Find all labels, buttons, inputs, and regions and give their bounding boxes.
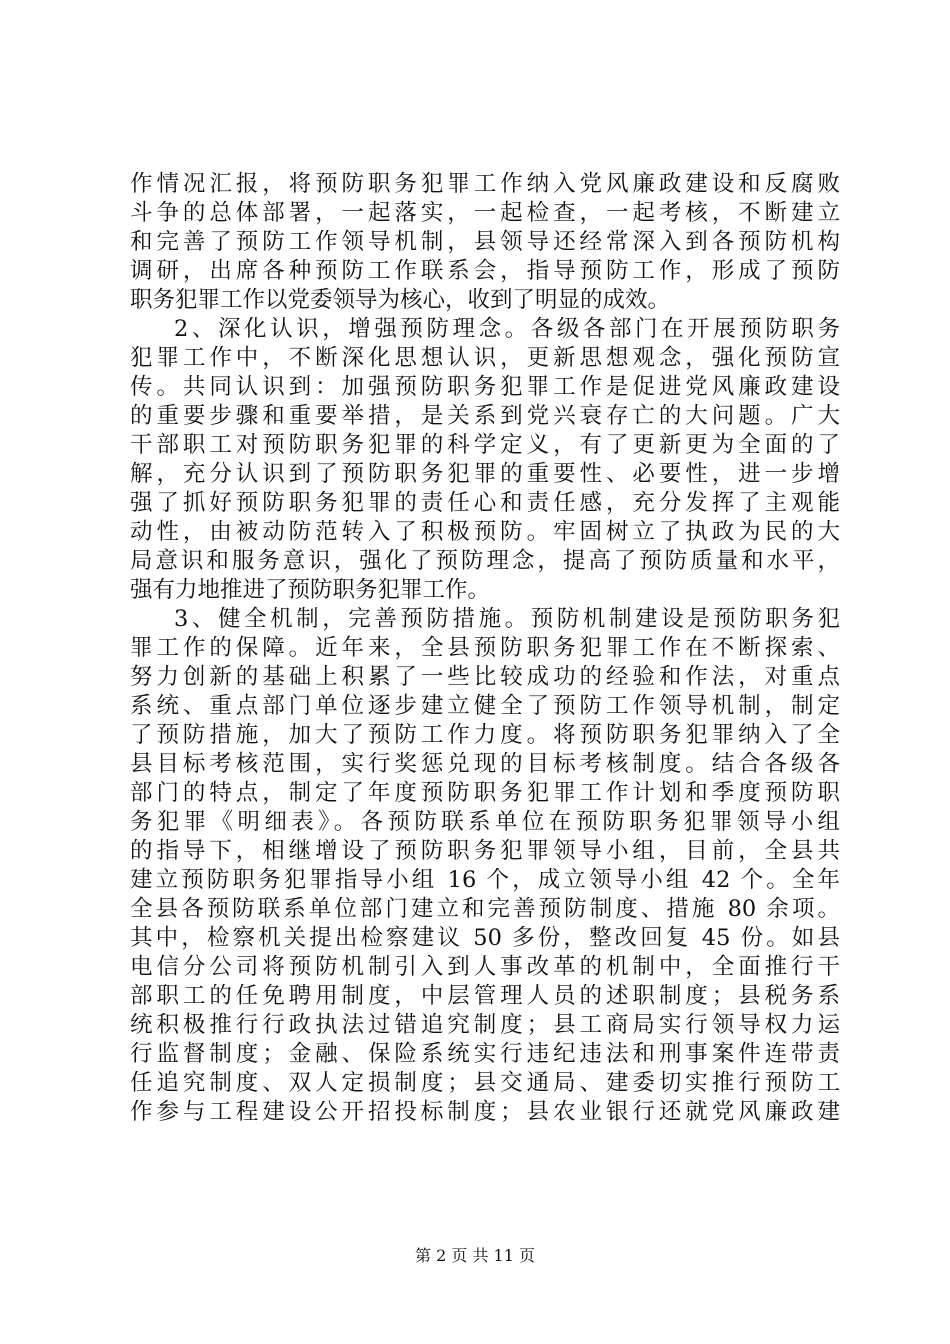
text-line: 作情况汇报，将预防职务犯罪工作纳入党风廉政建设和反腐败 bbox=[130, 171, 840, 197]
text-line: 干部职工对预防职务犯罪的科学定义，有了更新更为全面的了 bbox=[130, 432, 840, 458]
text-line: 县目标考核范围，实行奖惩兑现的目标考核制度。结合各级各 bbox=[130, 751, 840, 777]
text-line: 局意识和服务意识，强化了预防理念，提高了预防质量和水平， bbox=[130, 548, 840, 574]
text-line: 动性，由被动防范转入了积极预防。牢固树立了执政为民的大 bbox=[130, 519, 840, 545]
document-body bbox=[130, 170, 840, 1127]
text-line: 其中，检察机关提出检察建议 50 多份，整改回复 45 份。如县 bbox=[130, 925, 840, 951]
text-line: 斗争的总体部署，一起落实，一起检查，一起考核，不断建立 bbox=[130, 200, 840, 226]
text-line: 职务犯罪工作以党委领导为核心，收到了明显的成效。 bbox=[130, 287, 671, 313]
text-line: 全县各预防联系单位部门建立和完善预防制度、措施 80 余项。 bbox=[130, 896, 840, 922]
text-line: 罪工作的保障。近年来，全县预防职务犯罪工作在不断探索、 bbox=[130, 635, 840, 661]
text-line: 建立预防职务犯罪指导小组 16 个，成立领导小组 42 个。全年 bbox=[130, 867, 840, 893]
text-line: 努力创新的基础上积累了一些比较成功的经验和作法，对重点 bbox=[130, 664, 840, 690]
page-footer: 第 2 页 共 11 页 bbox=[415, 1246, 535, 1265]
text-line: 任追究制度、双人定损制度；县交通局、建委切实推行预防工 bbox=[130, 1070, 840, 1096]
text-line: 部门的特点，制定了年度预防职务犯罪工作计划和季度预防职 bbox=[130, 780, 840, 806]
text-line: 统积极推行行政执法过错追究制度；县工商局实行领导权力运 bbox=[130, 1012, 840, 1038]
text-line: 2、深化认识，增强预防理念。各级各部门在开展预防职务 bbox=[174, 316, 840, 342]
text-line: 强了抓好预防职务犯罪的责任心和责任感，充分发挥了主观能 bbox=[130, 490, 840, 516]
text-line: 3、健全机制，完善预防措施。预防机制建设是预防职务犯 bbox=[174, 606, 840, 632]
text-line: 的重要步骤和重要举措，是关系到党兴衰存亡的大问题。广大 bbox=[130, 403, 840, 429]
text-line: 部职工的任免聘用制度，中层管理人员的述职制度；县税务系 bbox=[130, 983, 840, 1009]
text-line: 和完善了预防工作领导机制，县领导还经常深入到各预防机构 bbox=[130, 229, 840, 255]
text-line: 调研，出席各种预防工作联系会，指导预防工作，形成了预防 bbox=[130, 258, 840, 284]
text-line: 解，充分认识到了预防职务犯罪的重要性、必要性，进一步增 bbox=[130, 461, 840, 487]
text-line: 电信分公司将预防机制引入到人事改革的机制中，全面推行干 bbox=[130, 954, 840, 980]
text-line: 强有力地推进了预防职务犯罪工作。 bbox=[130, 577, 491, 603]
text-line: 务犯罪《明细表》。各预防联系单位在预防职务犯罪领导小组 bbox=[130, 809, 840, 835]
text-line: 作参与工程建设公开招投标制度；县农业银行还就党风廉政建 bbox=[130, 1099, 840, 1125]
text-line: 传。共同认识到：加强预防职务犯罪工作是促进党风廉政建设 bbox=[130, 374, 840, 400]
text-line: 了预防措施，加大了预防工作力度。将预防职务犯罪纳入了全 bbox=[130, 722, 840, 748]
text-line: 犯罪工作中，不断深化思想认识，更新思想观念，强化预防宣 bbox=[130, 345, 840, 371]
text-line: 的指导下，相继增设了预防职务犯罪领导小组，目前，全县共 bbox=[130, 838, 840, 864]
text-line: 行监督制度；金融、保险系统实行违纪违法和刑事案件连带责 bbox=[130, 1041, 840, 1067]
text-line: 系统、重点部门单位逐步建立健全了预防工作领导机制，制定 bbox=[130, 693, 840, 719]
